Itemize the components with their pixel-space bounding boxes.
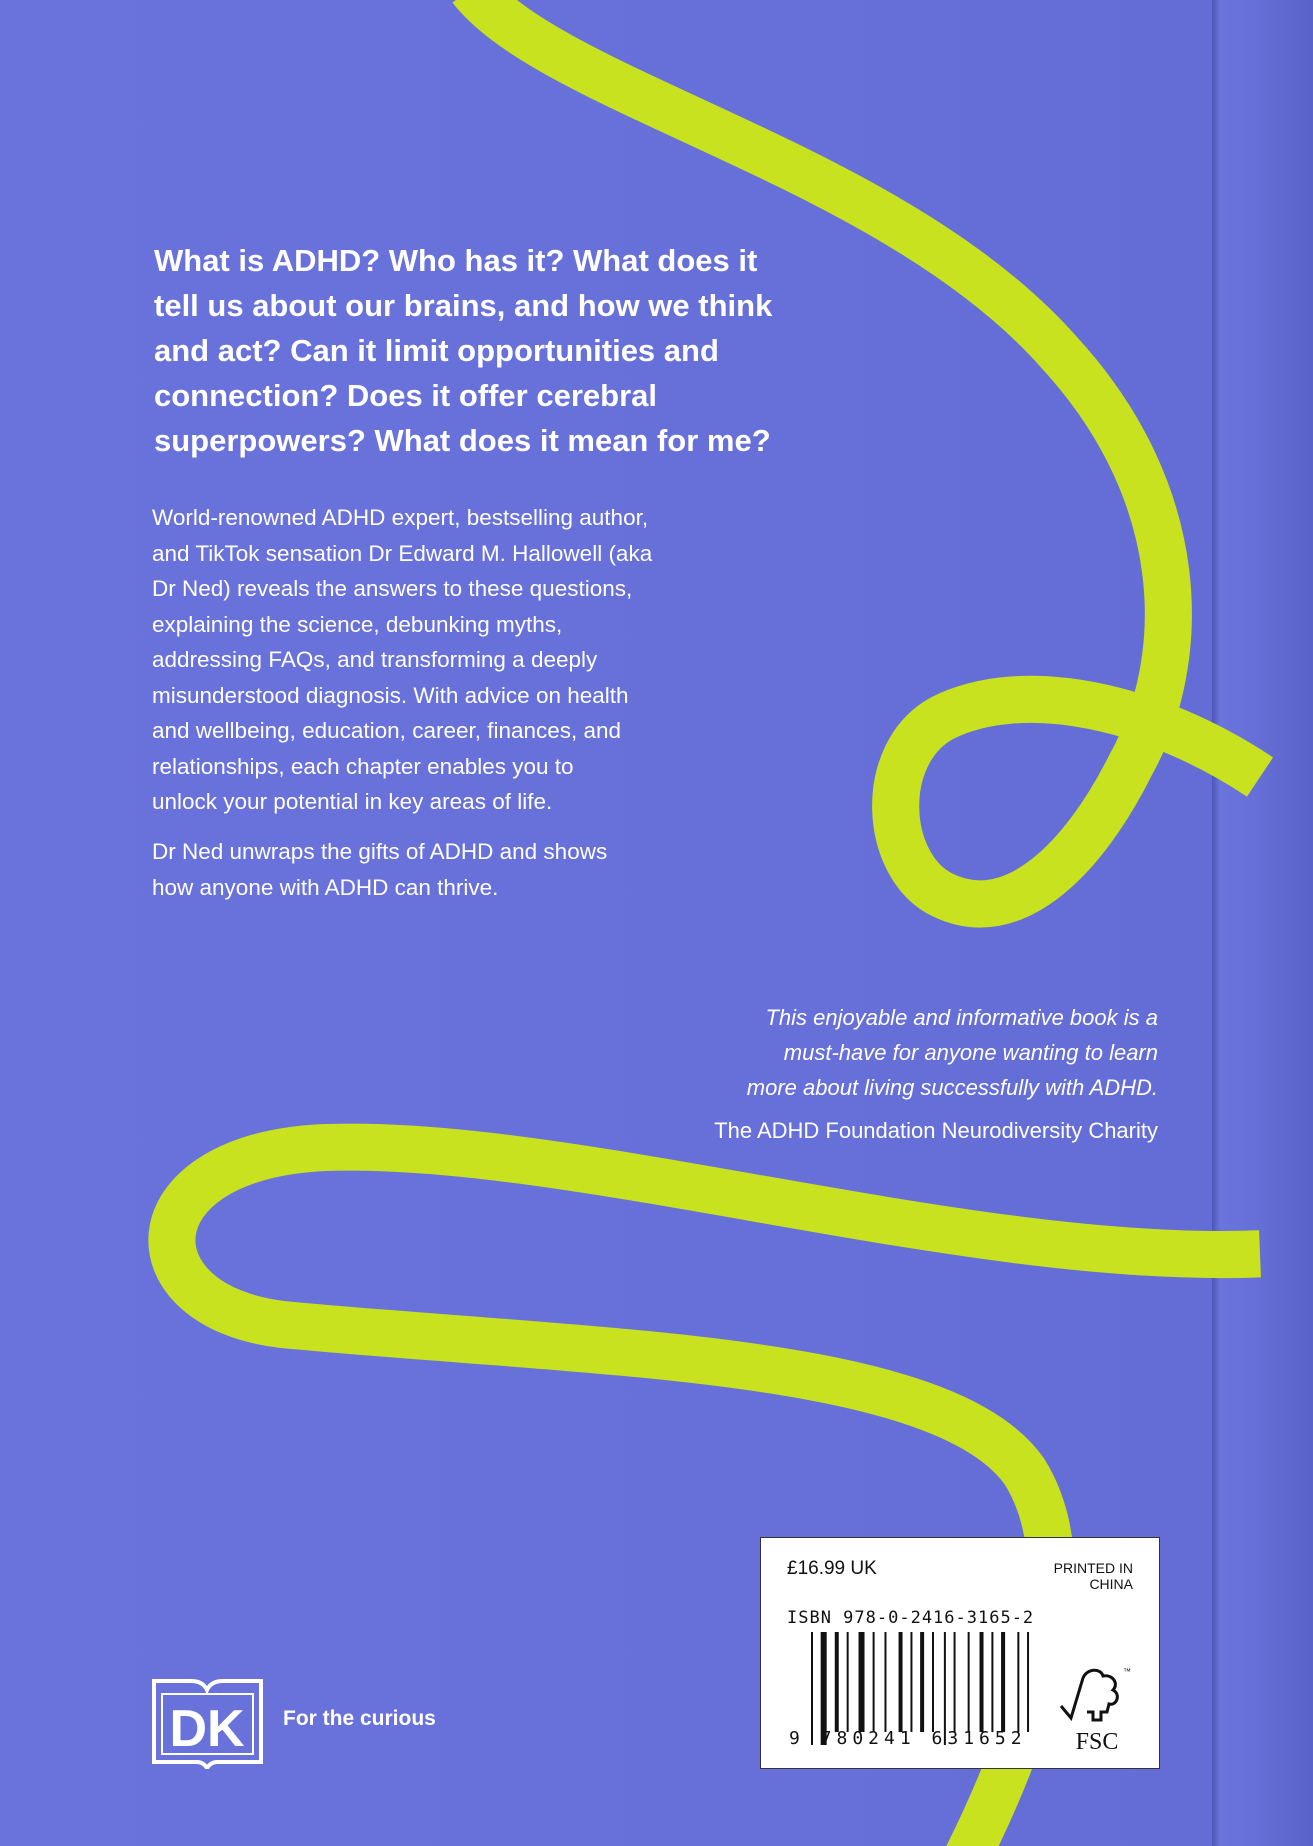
barcode-bar: [1017, 1632, 1019, 1732]
isbn: ISBN 978-0-2416-3165-2: [787, 1608, 1035, 1628]
blurb-line: and TikTok sensation Dr Edward M. Hallowell (aka: [152, 540, 653, 566]
publisher-tagline: For the curious: [283, 1707, 436, 1730]
blurb-line: Dr Ned) reveals the answers to these questions,: [152, 576, 633, 601]
headline-questions: [154, 238, 854, 463]
barcode-bar: [991, 1632, 993, 1732]
barcode-bar: [859, 1632, 865, 1732]
fsc-text: FSC: [1075, 1729, 1119, 1755]
fsc-logo: [1057, 1666, 1137, 1756]
blurb-line: explaining the science, debunking myths,: [152, 611, 563, 637]
blurb-closing: [152, 834, 607, 905]
barcode-bar: [968, 1632, 970, 1732]
blurb-line: World-renowned ADHD expert, bestselling author,: [152, 505, 649, 530]
blurb: [152, 500, 652, 820]
blurb-line: relationships, each chapter enables you to: [152, 753, 574, 779]
headline-line: and act? Can it limit opportunities and: [154, 333, 719, 368]
blurb-line: how anyone with ADHD can thrive.: [152, 874, 499, 900]
blurb-line: unlock your potential in key areas of life.: [152, 789, 553, 814]
barcode-bar: [910, 1632, 912, 1732]
barcode-bar: [954, 1632, 956, 1732]
quote-attribution: The ADHD Foundation Neurodiversity Charity: [714, 1118, 1158, 1143]
barcode-bar: [899, 1632, 903, 1732]
barcode-bar: [847, 1632, 849, 1732]
headline-line: connection? Does it offer cerebral: [154, 378, 657, 413]
blurb-line: misunderstood diagnosis. With advice on health: [152, 682, 629, 708]
barcode-bar: [920, 1632, 924, 1732]
blurb-line: addressing FAQs, and transforming a deeply: [152, 647, 598, 672]
barcode-bar: [873, 1632, 875, 1732]
dk-logo-text: DK: [169, 1700, 245, 1758]
barcode-bar: [980, 1632, 984, 1732]
quote-line: This enjoyable and informative book is a: [765, 1005, 1158, 1030]
blurb-line: and wellbeing, education, career, finances, and: [152, 718, 622, 743]
printed-line: PRINTED IN: [1053, 1560, 1133, 1576]
barcode-panel: [760, 1537, 1160, 1769]
quote-line: must-have for anyone wanting to learn: [783, 1040, 1158, 1065]
barcode-digits: 9 780241 631652: [789, 1728, 1027, 1749]
dk-logo: [151, 1678, 264, 1769]
tm-mark: ™: [1123, 1667, 1131, 1676]
printed-in: [1054, 1560, 1133, 1592]
review-quote: [747, 1000, 1158, 1105]
barcode-bar: [932, 1632, 934, 1732]
barcode-bar: [835, 1632, 839, 1732]
quote-line: more about living successfully with ADHD.: [746, 1075, 1158, 1100]
price: £16.99 UK: [787, 1558, 877, 1579]
blurb-line: Dr Ned unwraps the gifts of ADHD and shows: [152, 839, 608, 864]
fsc-tree-icon: [1057, 1666, 1137, 1728]
barcode-bar: [884, 1632, 886, 1732]
headline-line: superpowers? What does it mean for me?: [154, 423, 771, 458]
barcode-bar: [1027, 1632, 1029, 1732]
headline-line: tell us about our brains, and how we think: [154, 288, 773, 323]
headline-line: What is ADHD? Who has it? What does it: [154, 243, 758, 278]
barcode-bar: [1001, 1632, 1005, 1732]
printed-line: CHINA: [1089, 1576, 1133, 1592]
